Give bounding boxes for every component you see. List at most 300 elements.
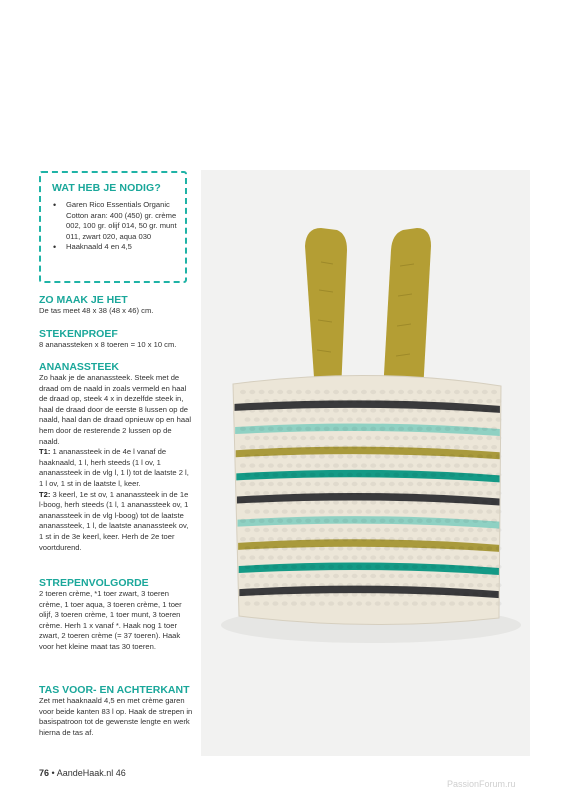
bag-texture-dot <box>314 519 320 523</box>
bag-texture-dot <box>277 519 283 523</box>
bag-texture-dot <box>240 463 246 467</box>
bag-texture-dot <box>435 427 441 431</box>
bag-texture-dot <box>356 509 362 513</box>
bag-texture-dot <box>249 574 255 578</box>
bag-texture-dot <box>468 436 474 440</box>
bag-texture-dot <box>482 445 488 449</box>
bag-texture-dot <box>259 555 265 559</box>
bag-texture-dot <box>412 454 418 458</box>
bag-texture-dot <box>431 565 437 569</box>
bag-texture-dot <box>393 528 399 532</box>
bag-texture-dot <box>268 463 274 467</box>
bag-texture-dot <box>468 601 474 605</box>
bag-texture-dot <box>496 528 502 532</box>
bag-texture-dot <box>268 519 274 523</box>
bag-texture-dot <box>496 509 502 513</box>
bag-texture-dot <box>305 555 311 559</box>
bag-texture-dot <box>291 528 297 532</box>
bag-texture-dot <box>417 463 423 467</box>
bag-texture-dot <box>291 491 297 495</box>
bag-texture-dot <box>342 592 348 596</box>
bag-texture-dot <box>356 546 362 550</box>
bag-texture-dot <box>324 555 330 559</box>
bag-texture-dot <box>324 408 330 412</box>
bag-texture-dot <box>310 491 316 495</box>
bag-texture-dot <box>263 399 269 403</box>
bag-texture-dot <box>356 473 362 477</box>
bag-texture-dot <box>375 417 381 421</box>
bag-texture-dot <box>254 583 260 587</box>
bag-texture-dot <box>449 546 455 550</box>
bag-texture-dot <box>263 473 269 477</box>
bag-texture-dot <box>412 546 418 550</box>
bag-texture-dot <box>473 445 479 449</box>
bag-texture-dot <box>384 601 390 605</box>
bag-texture-dot <box>403 491 409 495</box>
bag-texture-dot <box>277 537 283 541</box>
bag-texture-dot <box>300 583 306 587</box>
body-t2: 3 keerl, 1e st ov, 1 ananassteek in de 1e l-boog, herh steeds (1 l, 1 ananassteek ov, 1 ananassteek in de vlg l-boog) tot de laatste ananassteek, 1 l, de laatste ananassteek ov, 1 st in de 3e keerl, keer. Herh de 2e toer voortdurend. <box>39 489 189 552</box>
bag-texture-dot <box>477 436 483 440</box>
bag-texture-dot <box>398 463 404 467</box>
bag-texture-dot <box>333 482 339 486</box>
bag-texture-dot <box>300 546 306 550</box>
bag-texture-dot <box>417 555 423 559</box>
bag-texture-dot <box>342 574 348 578</box>
bag-texture-dot <box>431 583 437 587</box>
bag-texture-dot <box>431 509 437 513</box>
bag-texture-dot <box>384 509 390 513</box>
bag-texture-dot <box>486 473 492 477</box>
bag-texture-dot <box>365 417 371 421</box>
bag-texture-dot <box>417 482 423 486</box>
bag-texture-dot <box>468 454 474 458</box>
bag-texture-dot <box>324 390 330 394</box>
bag-texture-dot <box>249 445 255 449</box>
bag-texture-dot <box>393 473 399 477</box>
bag-texture-dot <box>482 537 488 541</box>
bag-texture-dot <box>352 408 358 412</box>
bag-texture-dot <box>300 491 306 495</box>
bag-texture-dot <box>324 592 330 596</box>
bag-texture-dot <box>412 436 418 440</box>
bag-texture-dot <box>458 454 464 458</box>
bag-texture-dot <box>347 436 353 440</box>
bag-texture-dot <box>370 482 376 486</box>
bag-texture-dot <box>454 390 460 394</box>
bag-texture-dot <box>431 528 437 532</box>
bag-texture-dot <box>268 445 274 449</box>
bag-texture-dot <box>468 417 474 421</box>
bag-texture-dot <box>277 408 283 412</box>
bag-texture-dot <box>389 390 395 394</box>
bag-texture-dot <box>254 546 260 550</box>
bag-texture-dot <box>287 463 293 467</box>
bag-texture-dot <box>277 445 283 449</box>
bag-texture-dot <box>468 565 474 569</box>
bag-texture-dot <box>365 509 371 513</box>
bag-texture-dot <box>245 417 251 421</box>
bag-texture-dot <box>463 537 469 541</box>
bag-texture-dot <box>389 519 395 523</box>
bag-texture-dot <box>245 528 251 532</box>
bag-texture-dot <box>356 436 362 440</box>
bag-texture-dot <box>370 408 376 412</box>
bag-texture-dot <box>421 601 427 605</box>
bag-texture-dot <box>263 491 269 495</box>
bag-texture-dot <box>380 519 386 523</box>
bag-texture-dot <box>291 399 297 403</box>
bag-texture-dot <box>454 445 460 449</box>
bag-texture-dot <box>458 417 464 421</box>
bag-texture-dot <box>361 408 367 412</box>
bag-texture-dot <box>482 482 488 486</box>
bag-texture-dot <box>319 583 325 587</box>
bag-texture-dot <box>482 427 488 431</box>
bag-texture-dot <box>412 473 418 477</box>
bag-texture-dot <box>445 427 451 431</box>
bag-texture-dot <box>338 583 344 587</box>
bag-texture-dot <box>365 565 371 569</box>
bag-texture-dot <box>426 500 432 504</box>
bag-texture-dot <box>277 592 283 596</box>
bag-texture-dot <box>468 528 474 532</box>
bag-texture-dot <box>328 417 334 421</box>
bag-texture-dot <box>421 417 427 421</box>
bag-texture-dot <box>389 592 395 596</box>
bag-texture-dot <box>435 574 441 578</box>
bag-texture-dot <box>291 509 297 513</box>
bag-texture-dot <box>268 500 274 504</box>
bag-texture-dot <box>393 546 399 550</box>
bag-texture-dot <box>319 399 325 403</box>
bag-texture-dot <box>305 574 311 578</box>
bag-texture-dot <box>477 454 483 458</box>
bag-texture-dot <box>254 528 260 532</box>
bag-texture-dot <box>477 473 483 477</box>
bag-texture-dot <box>282 601 288 605</box>
bag-texture-dot <box>338 454 344 458</box>
bag-texture-dot <box>347 528 353 532</box>
bag-texture-dot <box>398 500 404 504</box>
bag-texture-dot <box>370 463 376 467</box>
bag-texture-dot <box>370 427 376 431</box>
bag-texture-dot <box>426 537 432 541</box>
bag-texture-dot <box>449 491 455 495</box>
bag-texture-dot <box>263 601 269 605</box>
bag-texture-dot <box>458 399 464 403</box>
bag-texture-dot <box>473 519 479 523</box>
bag-texture-dot <box>333 445 339 449</box>
bag-texture-dot <box>482 592 488 596</box>
bag-texture-dot <box>389 482 395 486</box>
bag-texture-dot <box>240 390 246 394</box>
bag-texture-dot <box>431 491 437 495</box>
bag-texture-dot <box>431 601 437 605</box>
bag-texture-dot <box>482 500 488 504</box>
bag-texture-dot <box>398 592 404 596</box>
bag-texture-dot <box>468 546 474 550</box>
bag-texture-dot <box>477 417 483 421</box>
bag-texture-dot <box>254 509 260 513</box>
bag-texture-dot <box>473 555 479 559</box>
bag-texture-dot <box>412 399 418 403</box>
bag-texture-dot <box>431 399 437 403</box>
bag-texture-dot <box>272 399 278 403</box>
bag-texture-dot <box>496 546 502 550</box>
crochet-bag-illustration <box>201 170 530 756</box>
bag-texture-dot <box>240 592 246 596</box>
bag-texture-dot <box>291 601 297 605</box>
bag-texture-dot <box>473 574 479 578</box>
bag-texture-dot <box>403 399 409 403</box>
bag-texture-dot <box>454 463 460 467</box>
bag-texture-dot <box>407 427 413 431</box>
bag-texture-dot <box>486 417 492 421</box>
bag-texture-dot <box>458 436 464 440</box>
bag-texture-dot <box>342 463 348 467</box>
bag-texture-dot <box>486 565 492 569</box>
bag-texture-dot <box>347 491 353 495</box>
bag-texture-dot <box>380 390 386 394</box>
bag-texture-dot <box>491 519 497 523</box>
bag-texture-dot <box>421 509 427 513</box>
bag-texture-dot <box>324 500 330 504</box>
bag-texture-dot <box>310 454 316 458</box>
bag-texture-dot <box>296 445 302 449</box>
watermark: PassionForum.ru <box>447 779 516 789</box>
bag-texture-dot <box>491 555 497 559</box>
bag-texture-dot <box>473 408 479 412</box>
bag-texture-dot <box>407 482 413 486</box>
bag-texture-dot <box>249 482 255 486</box>
bag-texture-dot <box>287 408 293 412</box>
bag-texture-dot <box>347 601 353 605</box>
bag-texture-dot <box>393 565 399 569</box>
bag-texture-dot <box>449 473 455 477</box>
bag-texture-dot <box>398 482 404 486</box>
bag-texture-dot <box>473 390 479 394</box>
bag-texture-dot <box>310 528 316 532</box>
bag-texture-dot <box>389 463 395 467</box>
section-gauge <box>39 328 193 351</box>
bag-texture-dot <box>463 445 469 449</box>
bag-texture-dot <box>403 454 409 458</box>
bag-texture-dot <box>482 519 488 523</box>
page-footer <box>39 768 126 778</box>
bag-texture-dot <box>319 509 325 513</box>
bag-texture-dot <box>463 427 469 431</box>
bag-texture-dot <box>352 445 358 449</box>
bag-texture-dot <box>314 555 320 559</box>
bag-texture-dot <box>440 417 446 421</box>
bag-texture-dot <box>370 519 376 523</box>
bag-texture-dot <box>245 601 251 605</box>
bag-texture-dot <box>361 427 367 431</box>
bag-texture-dot <box>454 592 460 596</box>
bag-texture-dot <box>277 390 283 394</box>
bag-texture-dot <box>291 454 297 458</box>
bag-texture-dot <box>458 509 464 513</box>
bag-texture-dot <box>398 390 404 394</box>
bag-texture-dot <box>361 445 367 449</box>
bag-texture-dot <box>421 565 427 569</box>
bag-texture-dot <box>263 583 269 587</box>
bag-texture-dot <box>468 473 474 477</box>
bag-texture-dot <box>347 546 353 550</box>
bag-texture-dot <box>328 454 334 458</box>
bag-texture-dot <box>375 436 381 440</box>
bag-texture-dot <box>393 436 399 440</box>
bag-texture-dot <box>365 454 371 458</box>
bag-texture-dot <box>482 555 488 559</box>
bag-texture-dot <box>268 592 274 596</box>
bag-texture-dot <box>245 399 251 403</box>
bag-texture-dot <box>403 546 409 550</box>
bag-texture-dot <box>291 417 297 421</box>
bag-texture-dot <box>338 509 344 513</box>
bag-texture-dot <box>440 509 446 513</box>
bag-texture-dot <box>431 546 437 550</box>
bag-texture-dot <box>426 445 432 449</box>
bag-texture-dot <box>272 417 278 421</box>
bag-texture-dot <box>249 555 255 559</box>
bag-texture-dot <box>324 574 330 578</box>
bag-texture-dot <box>380 463 386 467</box>
bag-texture-dot <box>384 491 390 495</box>
bag-texture-dot <box>319 417 325 421</box>
bag-texture-dot <box>314 390 320 394</box>
bag-texture-dot <box>282 491 288 495</box>
bag-texture-dot <box>361 390 367 394</box>
bag-texture-dot <box>333 408 339 412</box>
bag-texture-dot <box>272 528 278 532</box>
bag-texture-dot <box>491 463 497 467</box>
bag-texture-dot <box>333 427 339 431</box>
bag-texture-dot <box>389 408 395 412</box>
bag-texture-dot <box>468 583 474 587</box>
bag-texture-dot <box>296 427 302 431</box>
bag-texture-dot <box>333 390 339 394</box>
bag-texture-dot <box>263 454 269 458</box>
bag-texture-dot <box>347 583 353 587</box>
bag-texture-dot <box>435 537 441 541</box>
bag-texture-dot <box>384 473 390 477</box>
bag-texture-dot <box>333 555 339 559</box>
bag-texture-dot <box>435 445 441 449</box>
bag-texture-dot <box>324 427 330 431</box>
bag-texture-dot <box>407 445 413 449</box>
bag-texture-dot <box>356 565 362 569</box>
bag-texture-dot <box>263 417 269 421</box>
bag-texture-dot <box>338 491 344 495</box>
bag-texture-dot <box>426 555 432 559</box>
bag-texture-dot <box>398 427 404 431</box>
bag-texture-dot <box>305 463 311 467</box>
bag-texture-dot <box>482 463 488 467</box>
bag-texture-dot <box>477 509 483 513</box>
bag-texture-dot <box>482 574 488 578</box>
bag-texture-dot <box>342 537 348 541</box>
bag-texture-dot <box>486 399 492 403</box>
bag-texture-dot <box>319 454 325 458</box>
bag-texture-dot <box>305 482 311 486</box>
bag-texture-dot <box>393 399 399 403</box>
bag-texture-dot <box>268 482 274 486</box>
bag-texture-dot <box>431 454 437 458</box>
bag-texture-dot <box>389 445 395 449</box>
bag-texture-dot <box>403 417 409 421</box>
bag-texture-dot <box>412 417 418 421</box>
bag-texture-dot <box>249 519 255 523</box>
bag-texture-dot <box>310 565 316 569</box>
heading-gauge: STEKENPROEF <box>39 328 118 340</box>
bag-texture-dot <box>361 592 367 596</box>
bag-texture-dot <box>431 473 437 477</box>
bag-texture-dot <box>473 537 479 541</box>
bag-texture-dot <box>435 408 441 412</box>
bag-texture-dot <box>380 537 386 541</box>
bag-texture-dot <box>398 519 404 523</box>
bag-texture-dot <box>347 417 353 421</box>
bag-texture-dot <box>486 491 492 495</box>
bag-texture-dot <box>463 408 469 412</box>
body-t1: 1 ananassteek in de 4e l vanaf de haaknaald, 1 l, herh steeds (1 l ov, 1 ananassteek in de vlg l, 1 l) tot de laatste 2 l, 1 l ov, 1 st in de laatste l, keer. <box>39 447 189 488</box>
bag-texture-dot <box>435 555 441 559</box>
bag-texture-dot <box>305 408 311 412</box>
label-t1: T1: <box>39 447 51 457</box>
bag-texture-dot <box>389 427 395 431</box>
bag-texture-dot <box>314 427 320 431</box>
bag-texture-dot <box>454 574 460 578</box>
bag-texture-dot <box>458 473 464 477</box>
bag-texture-dot <box>440 454 446 458</box>
bag-texture-dot <box>477 491 483 495</box>
bag-texture-dot <box>407 537 413 541</box>
bag-texture-dot <box>296 482 302 486</box>
bag-texture-dot <box>407 592 413 596</box>
bag-texture-dot <box>305 500 311 504</box>
bag-texture-dot <box>338 565 344 569</box>
bag-texture-dot <box>342 427 348 431</box>
bag-texture-dot <box>389 555 395 559</box>
bag-texture-dot <box>300 436 306 440</box>
bag-texture-dot <box>407 408 413 412</box>
bag-texture-dot <box>328 436 334 440</box>
bag-texture-dot <box>417 537 423 541</box>
bag-texture-dot <box>380 500 386 504</box>
bag-texture-dot <box>291 473 297 477</box>
bag-texture-dot <box>435 500 441 504</box>
bag-texture-dot <box>403 509 409 513</box>
bag-texture-dot <box>300 601 306 605</box>
bag-texture-dot <box>380 427 386 431</box>
bag-texture-dot <box>393 454 399 458</box>
bag-texture-dot <box>435 519 441 523</box>
bag-texture-dot <box>463 482 469 486</box>
bag-texture-dot <box>398 445 404 449</box>
bag-texture-dot <box>412 509 418 513</box>
bag-texture-dot <box>454 482 460 486</box>
text-how: De tas meet 48 x 38 (48 x 46) cm. <box>39 306 154 315</box>
bag-texture-dot <box>338 546 344 550</box>
bag-texture-dot <box>426 390 432 394</box>
bag-texture-dot <box>449 509 455 513</box>
bag-texture-dot <box>412 528 418 532</box>
bag-texture-dot <box>496 601 502 605</box>
bag-texture-dot <box>440 546 446 550</box>
bag-texture-dot <box>272 473 278 477</box>
